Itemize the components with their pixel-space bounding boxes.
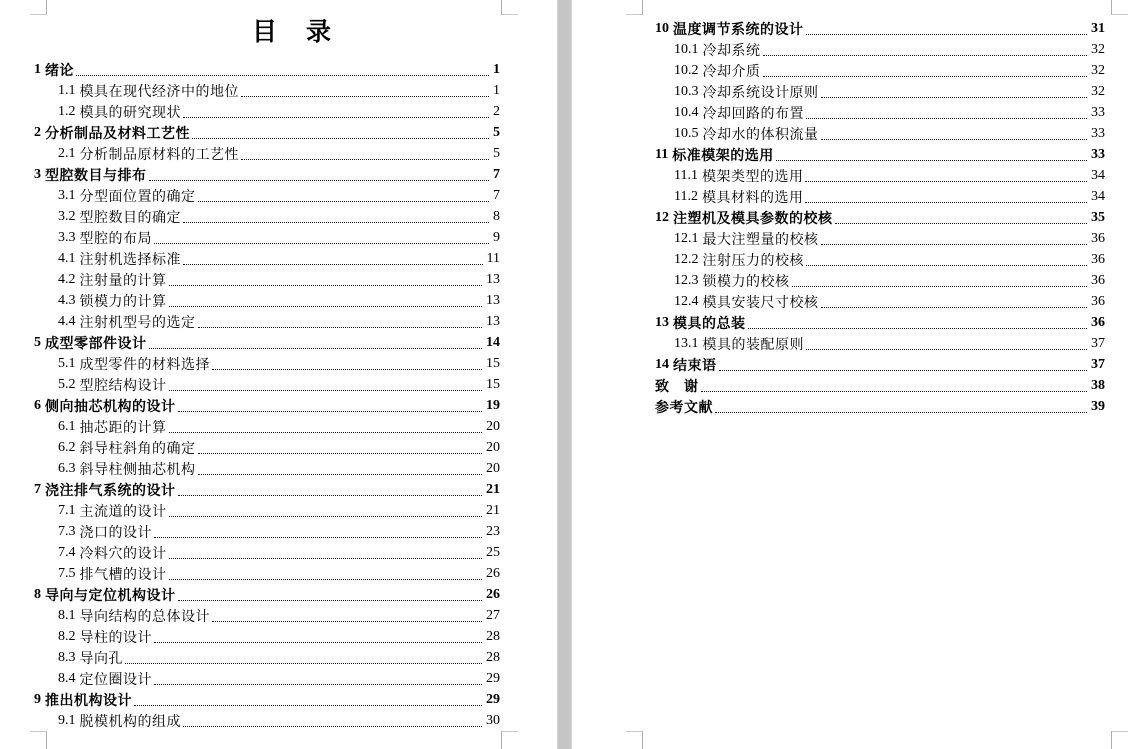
toc-entry-label: 冷却介质 bbox=[702, 63, 761, 79]
toc-entry[interactable] bbox=[34, 227, 500, 248]
toc-page-number: 30 bbox=[486, 713, 500, 728]
toc-entry-label: 导向孔 bbox=[79, 650, 123, 666]
toc-entry[interactable] bbox=[34, 647, 500, 668]
toc-entry[interactable] bbox=[34, 689, 500, 710]
toc-leader-dots bbox=[806, 265, 1087, 266]
toc-entry-label: 型腔的布局 bbox=[79, 230, 152, 246]
toc-entry-number: 13 bbox=[655, 315, 669, 330]
toc-entry-number: 6 bbox=[34, 398, 41, 413]
toc-entry-number: 10.2 bbox=[674, 63, 699, 78]
toc-entry-number: 10 bbox=[655, 21, 669, 36]
toc-leader-dots bbox=[178, 600, 483, 601]
toc-page-number: 38 bbox=[1091, 378, 1105, 393]
toc-entry[interactable] bbox=[34, 479, 500, 500]
toc-entry-number: 1 bbox=[34, 62, 41, 77]
toc-entry-number: 1.1 bbox=[58, 83, 76, 98]
toc-entry[interactable] bbox=[34, 311, 500, 332]
toc-entry-label: 锁模力的校核 bbox=[702, 273, 790, 289]
toc-entry-number: 8.3 bbox=[58, 650, 76, 665]
toc-leader-dots bbox=[169, 306, 483, 307]
toc-list-page-left bbox=[34, 59, 500, 731]
toc-entry[interactable] bbox=[34, 101, 500, 122]
toc-entry-label: 参考文献 bbox=[655, 399, 713, 415]
toc-leader-dots bbox=[149, 180, 490, 181]
toc-entry-label: 模具材料的选用 bbox=[701, 189, 804, 205]
toc-leader-dots bbox=[806, 118, 1087, 119]
toc-entry[interactable] bbox=[655, 102, 1105, 123]
toc-entry[interactable] bbox=[655, 312, 1105, 333]
toc-page-number: 39 bbox=[1091, 399, 1105, 414]
toc-entry-label: 冷却水的体积流量 bbox=[702, 126, 819, 142]
toc-entry[interactable] bbox=[34, 248, 500, 269]
toc-leader-dots bbox=[212, 369, 482, 370]
toc-leader-dots bbox=[192, 138, 489, 139]
toc-entry-label: 斜导柱斜角的确定 bbox=[79, 440, 196, 456]
toc-entry[interactable] bbox=[655, 270, 1105, 291]
toc-entry-label: 斜导柱侧抽芯机构 bbox=[79, 461, 196, 477]
toc-entry-number: 2.1 bbox=[58, 146, 76, 161]
toc-entry-label: 锁模力的计算 bbox=[79, 293, 167, 309]
toc-page-number: 26 bbox=[486, 566, 500, 581]
toc-entry-number: 7.5 bbox=[58, 566, 76, 581]
toc-leader-dots bbox=[805, 202, 1087, 203]
toc-leader-dots bbox=[178, 411, 483, 412]
toc-page-number: 32 bbox=[1091, 63, 1105, 78]
toc-entry-number: 12 bbox=[655, 210, 669, 225]
toc-leader-dots bbox=[198, 453, 483, 454]
toc-entry[interactable] bbox=[34, 164, 500, 185]
toc-entry-number: 2 bbox=[34, 125, 41, 140]
document-page-right[interactable] bbox=[572, 0, 1135, 749]
toc-entry-number: 4.1 bbox=[58, 251, 76, 266]
toc-leader-dots bbox=[212, 621, 482, 622]
toc-page-number: 33 bbox=[1091, 105, 1105, 120]
toc-page-number: 31 bbox=[1091, 21, 1105, 36]
toc-entry[interactable] bbox=[655, 207, 1105, 228]
toc-entry-label: 致 谢 bbox=[655, 378, 699, 394]
toc-page-number: 36 bbox=[1091, 315, 1105, 330]
toc-entry-number: 3.3 bbox=[58, 230, 76, 245]
toc-page-number: 14 bbox=[486, 335, 500, 350]
toc-entry-label: 模具的总装 bbox=[673, 315, 746, 331]
toc-page-number: 32 bbox=[1091, 84, 1105, 99]
toc-page-number: 5 bbox=[493, 146, 500, 161]
toc-leader-dots bbox=[821, 97, 1088, 98]
toc-entry-label: 注射压力的校核 bbox=[702, 252, 804, 268]
toc-entry-number: 8.4 bbox=[58, 671, 76, 686]
toc-page-number: 15 bbox=[486, 377, 500, 392]
toc-entry-label: 绪论 bbox=[45, 62, 74, 78]
toc-entry-number: 3 bbox=[34, 167, 41, 182]
toc-entry-number: 11.1 bbox=[674, 168, 698, 183]
toc-entry[interactable] bbox=[34, 80, 500, 101]
document-page-left[interactable] bbox=[0, 0, 557, 749]
toc-entry-number: 3.1 bbox=[58, 188, 76, 203]
toc-entry-number: 8.1 bbox=[58, 608, 76, 623]
toc-entry-label: 模具在现代经济中的地位 bbox=[79, 83, 239, 99]
toc-entry-number: 3.2 bbox=[58, 209, 76, 224]
toc-leader-dots bbox=[183, 726, 482, 727]
text-boundary-mark-top-left-icon bbox=[626, 0, 643, 15]
toc-entry-label: 主流道的设计 bbox=[79, 503, 167, 519]
toc-entry[interactable] bbox=[34, 500, 500, 521]
toc-page-number: 5 bbox=[493, 125, 500, 140]
toc-entry-number: 9.1 bbox=[58, 713, 76, 728]
toc-entry-number: 6.1 bbox=[58, 419, 76, 434]
toc-title[interactable]: 目 录 bbox=[252, 18, 334, 46]
toc-page-number: 7 bbox=[493, 167, 500, 182]
toc-leader-dots bbox=[198, 201, 490, 202]
toc-entry-number: 7.1 bbox=[58, 503, 76, 518]
toc-entry[interactable] bbox=[34, 605, 500, 626]
toc-page-number: 33 bbox=[1091, 147, 1105, 162]
toc-leader-dots bbox=[701, 391, 1088, 392]
toc-leader-dots bbox=[183, 264, 483, 265]
toc-entry-number: 6.2 bbox=[58, 440, 76, 455]
toc-page-number: 13 bbox=[486, 272, 500, 287]
toc-page-number: 32 bbox=[1091, 42, 1105, 57]
toc-page-number: 37 bbox=[1091, 357, 1105, 372]
toc-entry-number: 5 bbox=[34, 335, 41, 350]
toc-entry-number: 9 bbox=[34, 692, 41, 707]
toc-entry-label: 结束语 bbox=[673, 357, 717, 373]
toc-page-number: 36 bbox=[1091, 231, 1105, 246]
toc-entry[interactable] bbox=[655, 39, 1105, 60]
toc-leader-dots bbox=[198, 474, 483, 475]
toc-leader-dots bbox=[154, 684, 482, 685]
toc-entry-number: 8.2 bbox=[58, 629, 76, 644]
toc-entry[interactable] bbox=[34, 521, 500, 542]
toc-entry-label: 型腔数目与排布 bbox=[45, 167, 147, 183]
toc-entry-label: 温度调节系统的设计 bbox=[673, 21, 804, 37]
toc-entry-label: 标准模架的选用 bbox=[672, 147, 774, 163]
toc-page-number: 20 bbox=[486, 461, 500, 476]
toc-entry-number: 13.1 bbox=[674, 336, 699, 351]
toc-entry[interactable] bbox=[34, 122, 500, 143]
toc-leader-dots bbox=[835, 223, 1088, 224]
toc-leader-dots bbox=[806, 349, 1087, 350]
toc-entry-label: 冷料穴的设计 bbox=[79, 545, 167, 561]
toc-leader-dots bbox=[169, 285, 483, 286]
toc-page-number: 26 bbox=[486, 587, 500, 602]
toc-entry[interactable] bbox=[655, 123, 1105, 144]
toc-entry-label: 注射机型号的选定 bbox=[79, 314, 196, 330]
toc-leader-dots bbox=[792, 286, 1088, 287]
toc-entry-number: 10.1 bbox=[674, 42, 699, 57]
toc-entry-label: 导向与定位机构设计 bbox=[45, 587, 176, 603]
toc-entry-number: 11.2 bbox=[674, 189, 698, 204]
toc-entry-number: 12.4 bbox=[674, 294, 699, 309]
toc-page-number: 28 bbox=[486, 650, 500, 665]
toc-leader-dots bbox=[169, 390, 483, 391]
toc-page-number: 28 bbox=[486, 629, 500, 644]
toc-leader-dots bbox=[821, 139, 1088, 140]
toc-entry-number: 4.4 bbox=[58, 314, 76, 329]
toc-leader-dots bbox=[241, 96, 489, 97]
toc-leader-dots bbox=[805, 181, 1087, 182]
text-boundary-mark-top-left-icon bbox=[30, 0, 47, 15]
toc-page-number: 13 bbox=[486, 314, 500, 329]
toc-entry-label: 冷却系统 bbox=[702, 42, 761, 58]
toc-entry-label: 模具的装配原则 bbox=[702, 336, 804, 352]
toc-leader-dots bbox=[169, 516, 483, 517]
toc-entry[interactable] bbox=[34, 374, 500, 395]
toc-leader-dots bbox=[748, 328, 1088, 329]
toc-page-number: 21 bbox=[486, 482, 500, 497]
toc-entry[interactable] bbox=[34, 458, 500, 479]
toc-leader-dots bbox=[719, 370, 1088, 371]
toc-entry-label: 分型面位置的确定 bbox=[79, 188, 196, 204]
toc-entry-number: 4.3 bbox=[58, 293, 76, 308]
toc-entry-label: 分析制品原材料的工艺性 bbox=[79, 146, 239, 162]
toc-entry-label: 成型零件的材料选择 bbox=[79, 356, 210, 372]
toc-leader-dots bbox=[183, 222, 489, 223]
toc-entry-label: 模架类型的选用 bbox=[701, 168, 804, 184]
toc-entry[interactable] bbox=[34, 437, 500, 458]
toc-leader-dots bbox=[134, 705, 482, 706]
toc-entry-number: 12.3 bbox=[674, 273, 699, 288]
toc-leader-dots bbox=[169, 579, 483, 580]
toc-leader-dots bbox=[763, 76, 1088, 77]
toc-entry-label: 注射机选择标准 bbox=[79, 251, 181, 267]
toc-leader-dots bbox=[169, 432, 483, 433]
toc-entry-label: 最大注塑量的校核 bbox=[702, 231, 819, 247]
toc-entry-label: 导向结构的总体设计 bbox=[79, 608, 210, 624]
toc-page-number: 36 bbox=[1091, 252, 1105, 267]
toc-page-number: 33 bbox=[1091, 126, 1105, 141]
toc-leader-dots bbox=[178, 495, 483, 496]
toc-entry[interactable] bbox=[655, 18, 1105, 39]
toc-page-number: 8 bbox=[493, 209, 500, 224]
toc-entry[interactable] bbox=[655, 186, 1105, 207]
toc-leader-dots bbox=[76, 75, 489, 76]
toc-entry-label: 导柱的设计 bbox=[79, 629, 152, 645]
toc-entry[interactable] bbox=[34, 185, 500, 206]
toc-entry[interactable] bbox=[34, 206, 500, 227]
toc-leader-dots bbox=[154, 243, 489, 244]
toc-entry[interactable] bbox=[655, 354, 1105, 375]
toc-entry[interactable] bbox=[34, 290, 500, 311]
toc-entry[interactable] bbox=[655, 291, 1105, 312]
toc-leader-dots bbox=[776, 160, 1087, 161]
toc-entry-label: 定位圈设计 bbox=[79, 671, 152, 687]
toc-entry-label: 注塑机及模具参数的校核 bbox=[673, 210, 833, 226]
toc-entry[interactable] bbox=[34, 143, 500, 164]
toc-entry[interactable] bbox=[34, 626, 500, 647]
toc-entry-number: 11 bbox=[655, 147, 669, 162]
toc-entry-number: 5.2 bbox=[58, 377, 76, 392]
toc-entry[interactable] bbox=[655, 144, 1105, 165]
toc-entry-label: 排气槽的设计 bbox=[79, 566, 167, 582]
toc-page-number: 13 bbox=[486, 293, 500, 308]
toc-entry-number: 7.4 bbox=[58, 545, 76, 560]
toc-entry-label: 侧向抽芯机构的设计 bbox=[45, 398, 176, 414]
toc-page-number: 1 bbox=[493, 83, 500, 98]
toc-page-number: 25 bbox=[486, 545, 500, 560]
toc-page-number: 7 bbox=[493, 188, 500, 203]
toc-page-number: 37 bbox=[1091, 336, 1105, 351]
toc-leader-dots bbox=[183, 117, 489, 118]
toc-page-number: 20 bbox=[486, 419, 500, 434]
toc-entry[interactable] bbox=[34, 332, 500, 353]
toc-entry-label: 浇注排气系统的设计 bbox=[45, 482, 176, 498]
toc-entry-label: 推出机构设计 bbox=[45, 692, 132, 708]
toc-entry-number: 6.3 bbox=[58, 461, 76, 476]
toc-leader-dots bbox=[241, 159, 489, 160]
toc-leader-dots bbox=[821, 307, 1088, 308]
toc-page-number: 19 bbox=[486, 398, 500, 413]
toc-leader-dots bbox=[169, 558, 483, 559]
toc-entry[interactable] bbox=[34, 269, 500, 290]
page-gap-divider bbox=[557, 0, 572, 749]
toc-entry[interactable] bbox=[34, 584, 500, 605]
toc-page-number: 29 bbox=[486, 692, 500, 707]
toc-entry-number: 10.5 bbox=[674, 126, 699, 141]
toc-entry-label: 冷却回路的布置 bbox=[702, 105, 804, 121]
toc-page-number: 35 bbox=[1091, 210, 1105, 225]
toc-entry[interactable] bbox=[34, 59, 500, 80]
toc-entry-label: 抽芯距的计算 bbox=[79, 419, 167, 435]
toc-entry[interactable] bbox=[655, 60, 1105, 81]
toc-entry-number: 7.3 bbox=[58, 524, 76, 539]
toc-page-number: 36 bbox=[1091, 273, 1105, 288]
toc-entry-number: 14 bbox=[655, 357, 669, 372]
toc-page-number: 36 bbox=[1091, 294, 1105, 309]
toc-entry[interactable] bbox=[34, 353, 500, 374]
toc-entry-label: 浇口的设计 bbox=[79, 524, 152, 540]
toc-page-number: 2 bbox=[493, 104, 500, 119]
text-boundary-mark-bottom-right-icon bbox=[1111, 731, 1128, 749]
toc-page-number: 27 bbox=[486, 608, 500, 623]
toc-page-number: 9 bbox=[493, 230, 500, 245]
toc-page-number: 21 bbox=[486, 503, 500, 518]
toc-entry-number: 10.3 bbox=[674, 84, 699, 99]
toc-entry[interactable] bbox=[34, 395, 500, 416]
toc-page-number: 20 bbox=[486, 440, 500, 455]
toc-entry[interactable] bbox=[655, 165, 1105, 186]
toc-page-number: 11 bbox=[486, 251, 500, 266]
toc-entry-number: 8 bbox=[34, 587, 41, 602]
toc-entry-number: 12.2 bbox=[674, 252, 699, 267]
toc-entry[interactable] bbox=[655, 228, 1105, 249]
toc-entry-label: 成型零部件设计 bbox=[45, 335, 147, 351]
toc-leader-dots bbox=[149, 348, 483, 349]
toc-leader-dots bbox=[198, 327, 483, 328]
text-boundary-mark-bottom-left-icon bbox=[30, 731, 47, 749]
toc-entry-number: 10.4 bbox=[674, 105, 699, 120]
toc-entry-label: 注射量的计算 bbox=[79, 272, 167, 288]
toc-leader-dots bbox=[154, 537, 482, 538]
text-boundary-mark-bottom-right-icon bbox=[501, 731, 518, 749]
toc-entry-label: 模具安装尺寸校核 bbox=[702, 294, 819, 310]
toc-entry[interactable] bbox=[655, 333, 1105, 354]
toc-entry-number: 1.2 bbox=[58, 104, 76, 119]
text-boundary-mark-bottom-left-icon bbox=[626, 731, 643, 749]
toc-page-number: 1 bbox=[493, 62, 500, 77]
toc-entry[interactable] bbox=[34, 542, 500, 563]
toc-entry[interactable] bbox=[34, 416, 500, 437]
toc-entry[interactable] bbox=[655, 249, 1105, 270]
toc-leader-dots bbox=[821, 244, 1088, 245]
toc-page-number: 23 bbox=[486, 524, 500, 539]
toc-entry[interactable] bbox=[655, 396, 1105, 417]
text-boundary-mark-top-right-icon bbox=[1111, 0, 1128, 15]
toc-leader-dots bbox=[806, 34, 1088, 35]
toc-list-page-right bbox=[655, 18, 1105, 417]
toc-entry-label: 模具的研究现状 bbox=[79, 104, 181, 120]
toc-leader-dots bbox=[715, 412, 1087, 413]
toc-leader-dots bbox=[763, 55, 1088, 56]
text-boundary-mark-top-right-icon bbox=[501, 0, 518, 15]
toc-entry[interactable] bbox=[34, 710, 500, 731]
toc-entry[interactable] bbox=[655, 81, 1105, 102]
toc-page-number: 29 bbox=[486, 671, 500, 686]
toc-entry-number: 5.1 bbox=[58, 356, 76, 371]
toc-entry-label: 脱模机构的组成 bbox=[79, 713, 181, 729]
toc-leader-dots bbox=[125, 663, 482, 664]
toc-page-number: 34 bbox=[1091, 189, 1105, 204]
toc-entry-label: 型腔结构设计 bbox=[79, 377, 167, 393]
toc-entry-label: 型腔数目的确定 bbox=[79, 209, 181, 225]
toc-page-number: 15 bbox=[486, 356, 500, 371]
toc-entry-label: 分析制品及材料工艺性 bbox=[45, 125, 190, 141]
toc-entry-number: 12.1 bbox=[674, 231, 699, 246]
toc-entry-label: 冷却系统设计原则 bbox=[702, 84, 819, 100]
toc-entry[interactable] bbox=[34, 563, 500, 584]
toc-page-number: 34 bbox=[1091, 168, 1105, 183]
toc-entry-number: 7 bbox=[34, 482, 41, 497]
toc-leader-dots bbox=[154, 642, 482, 643]
toc-entry[interactable] bbox=[655, 375, 1105, 396]
toc-entry-number: 4.2 bbox=[58, 272, 76, 287]
toc-entry[interactable] bbox=[34, 668, 500, 689]
